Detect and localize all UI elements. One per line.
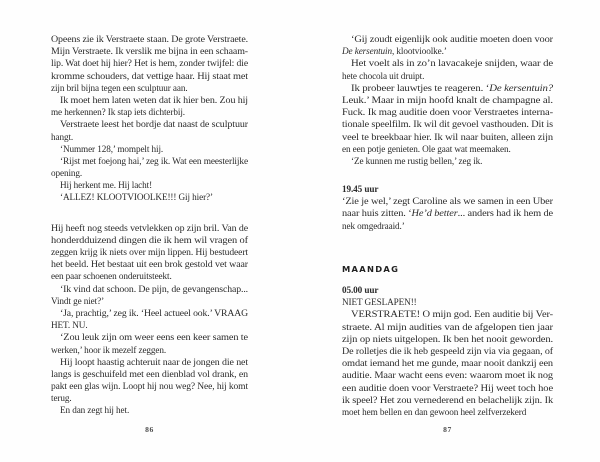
text-run: veel te breekbaar hier. Ik wil naar buiten, alleen zijn [342,131,553,142]
text-run: ‘Ze kunnen me rustig bellen,’ zeg ik. [351,155,483,166]
text-run: moet hem bellen en dan gewoon heel zelfverzekerd [342,406,527,417]
text-run: HET. NU. [51,320,88,331]
text-run: ‘Nummer 128,’ mompelt hij. [60,143,164,154]
paragraph-gap [342,232,553,263]
text-line [342,94,553,106]
italic-text: De kersentuin [342,46,392,57]
paragraph-gap [51,204,248,222]
text-run: werken,’ hoor ik mezelf zeggen. [51,344,167,355]
text-line [51,283,248,295]
text-line [342,195,553,207]
text-line [51,131,248,143]
text-line [51,118,248,130]
text-run: De rolletjes die ik heb gespeeld zijn via via gegaan, of [342,345,553,356]
text-run: ‘Zou leuk zijn om weer eens een keer samen te [60,332,249,343]
text-run: honderdduizend dingen die ik hem wil vragen of [51,234,248,245]
text-run: opening. [51,168,83,179]
text-run: pakt een glas wijn. Loopt hij nou weg? Nee, hij komt [51,381,248,392]
text-line [51,222,248,234]
right-page-text [342,33,553,418]
text-run: NIET GESLAPEN!! [342,297,417,308]
text-line [51,70,248,82]
text-run: ‘Rijst met foejong hai,’ zeg ik. Wat een meesterlijke [60,155,248,166]
text-line [342,118,553,130]
text-line [51,106,248,118]
text-run: zeggen krijg ik niets over mijn lippen. Hij bestudeert [51,247,248,257]
text-line [342,382,553,394]
text-run: Opeens zie ik Verstraete staan. De grote Verstraete. [51,34,248,44]
text-line [51,344,248,356]
text-line [51,155,248,167]
text-line [51,191,248,203]
text-line [342,82,553,94]
time-header [342,284,553,296]
text-line [51,331,248,343]
text-line [342,70,553,82]
text-line [51,45,248,57]
text-run: Het voelt als in zo’n lavacakeje snijden, waar de [351,58,553,69]
page-number-right: 87 [443,425,452,434]
text-line [51,82,248,94]
text-run: een auditie doen voor Verstraete? Hij weet toch hoe [342,382,553,393]
text-line [342,406,553,418]
text-run: langs is geschuifeld met een dienblad vol drank, en [51,368,249,379]
text-run: lip. Wat doet hij hier? Het is hem, zonder twijfel: die [51,58,248,69]
text-run: een paar schoenen onderuitsteekt. [51,271,172,282]
text-line [51,307,248,319]
text-run: Hij loopt haastig achteruit naar de jongen die net [60,356,248,367]
text-line [342,143,553,155]
italic-text: He’d better [411,208,458,219]
text-line [51,368,248,380]
text-line [342,296,553,308]
paragraph-gap [342,275,553,284]
text-line [51,167,248,179]
header-label: 05.00 uur [342,285,379,295]
text-run: Ik moet hem laten weten dat ik hier ben. Zou hij [60,94,248,105]
text-run: het beeld. Het bestaat uit een brok gestold vet waar [51,259,248,270]
text-line [51,270,248,282]
text-line [51,33,248,45]
text-run: naar huis zitten. ‘ [342,208,412,219]
text-run: kromme schouders, dat vettige haar. Hij staat met [51,70,248,81]
text-run: me herkennen? Ik stap iets dichterbij. [51,107,185,118]
text-line [51,356,248,368]
left-page-text [51,33,248,417]
text-line [342,220,553,232]
text-line [51,319,248,331]
day-header [342,263,553,275]
text-run: Mijn Verstraete. Ik verslik me bijna in een schaam- [51,46,248,57]
text-run: ik speel? Het zou vernederend en belachelijk zijn. Ik [342,394,553,405]
text-run: omdat iemand het me gunde, maar nooit dankzij een [342,358,553,369]
text-run: zijn bril bijna tegen een sculptuur aan. [51,82,188,93]
text-run: terug. [51,393,72,404]
text-run: hangt. [51,131,74,142]
text-line [342,45,553,57]
text-run: en een potje genieten. Ole gaat wat meemaken. [342,143,511,154]
text-run: hete chocola uit druipt. [342,70,425,81]
text-line [51,57,248,69]
text-line [342,369,553,381]
text-run: ‘ALLEZ! KLOOTVIOOLKE!!! Gij hier?’ [60,192,213,203]
header-label: 19.45 uur [342,184,379,195]
text-line [51,246,248,258]
text-line [342,207,553,219]
text-line [342,394,553,406]
text-run: ... anders had ik hem de [457,208,553,219]
text-run: nek omgedraaid.’ [342,220,405,231]
text-run: En dan zegt hij het. [60,405,130,416]
text-run: Verstraete leest het bordje dat naast de sculptuur [60,119,248,130]
text-run: VERSTRAETE! O mijn god. Een auditie bij Ver- [351,309,553,320]
text-line [51,258,248,270]
text-run: tionale speelfilm. Ik wil dit gevoel vasthouden. Dit is [342,119,553,130]
text-run: ‘Gij zoudt eigenlijk ook auditie moeten doen voor [351,34,553,44]
text-run: Vindt ge niet?’ [51,295,105,306]
text-run: straete. Al mijn audities van de afgelopen tien jaar [342,321,553,332]
text-run: Hij herkent me. Hij lacht! [60,180,153,191]
text-line [342,345,553,357]
text-line [342,321,553,333]
text-run: Hij heeft nog steeds vetvlekken op zijn bril. Van de [51,222,249,233]
text-run: ‘Zie je wel,’ zegt Caroline als we samen in een Uber [342,196,553,207]
text-line [51,392,248,404]
text-line [51,295,248,307]
text-line [342,308,553,320]
text-line [342,57,553,69]
text-run: Leuk.’ Maar in mijn hoofd knalt de champagne al. [342,94,553,105]
text-run: ‘Ja, prachtig,’ zeg ik. ‘Heel actueel ook.’ VRAAG [60,307,248,318]
text-run: auditie. Maar wacht eens even: waarom moet ik nog [342,370,553,381]
text-run: Fuck. Ik mag auditie doen voor Verstraetes interna- [342,107,553,118]
text-line [342,155,553,167]
text-line [342,106,553,118]
text-line [51,380,248,392]
paragraph-gap [342,167,553,183]
text-line [342,131,553,143]
text-line [51,234,248,246]
text-line [342,33,553,45]
time-header [342,183,553,195]
text-line [342,357,553,369]
text-line [51,143,248,155]
text-line [51,179,248,191]
italic-text: De kersentuin? [489,82,553,93]
text-line [51,94,248,106]
text-line [342,333,553,345]
header-label: MAANDAG [342,263,400,274]
text-run: , klootvioolke.’ [391,46,447,57]
page-number-left: 86 [145,425,154,434]
text-run: zijn op niets uitgelopen. Ik ben het nooit geworden. [342,333,553,344]
text-run: ‘Ik vind dat schoon. De pijn, de gevangenschap... [60,283,248,294]
text-run: Ik probeer lauwtjes te reageren. ‘ [351,82,490,93]
text-line [51,404,248,416]
